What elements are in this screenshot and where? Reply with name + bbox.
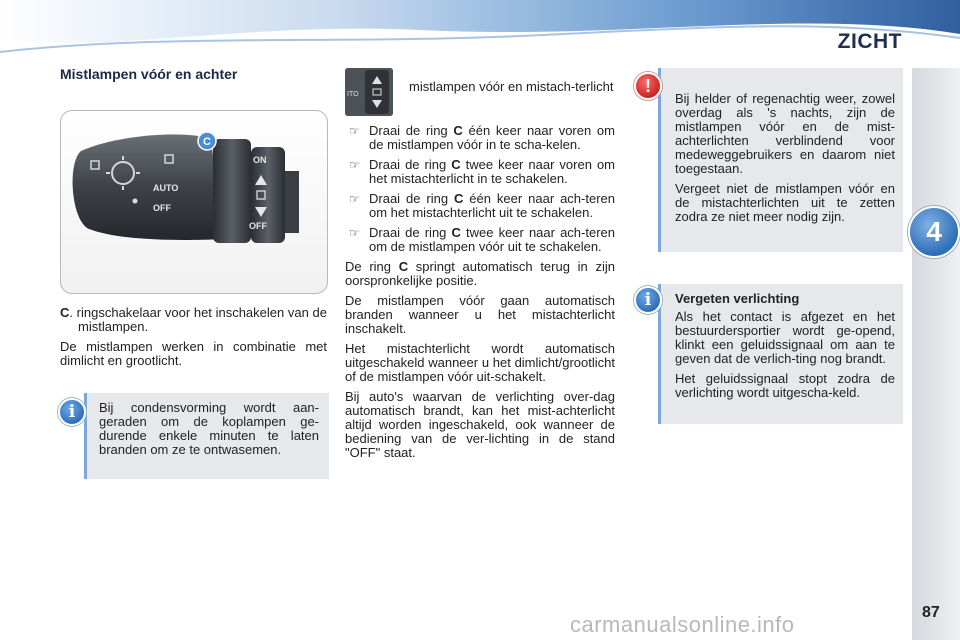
page-number: 87 — [922, 604, 940, 621]
fog-switch-thumbnail — [345, 68, 393, 116]
warning-icon: ! — [634, 72, 662, 100]
column-left-text — [60, 306, 327, 374]
svg-text:ITO: ITO — [347, 91, 359, 98]
instruction-item: ☞ Draai de ring C twee keer naar voren om het mistachterlicht in te schakelen. — [349, 157, 616, 186]
instruction-item: ☞ Draai de ring C één keer naar voren om de mistlampen vóór in te scha-kelen. — [349, 123, 615, 152]
figure-caption — [60, 306, 327, 334]
instruction-item: ☞ Draai de ring C twee keer naar ach-teren om de mistlampen vóór uit te schakelen. — [349, 225, 615, 254]
warning-paragraph-2: Vergeet niet de mistlampen vóór en de mistachterlichten uit te zetten zodra ze niet meer nodig zijn. — [675, 181, 895, 224]
info-icon: i — [58, 398, 86, 426]
thumbnail-caption: mistlampen vóór en mistach-terlicht — [409, 79, 614, 94]
chapter-badge: 4 — [908, 206, 960, 258]
light-stalk-figure — [60, 110, 328, 294]
section-heading: Mistlampen vóór en achter — [60, 66, 238, 82]
arrow-bullet-icon: ☞ — [349, 226, 360, 240]
section-title: ZICHT — [837, 30, 902, 53]
info-icon: i — [634, 286, 662, 314]
column-middle-text — [345, 124, 615, 466]
light-stalk-illustration — [61, 111, 327, 293]
warning-paragraph-1: Bij helder of regenachtig weer, zowel overdag als 's nachts, zijn de mistlampen vóór en de mist-achterlichten verblindend voor medeweggebruikers en daarom niet toegestaan. — [675, 91, 895, 176]
arrow-bullet-icon: ☞ — [349, 124, 360, 138]
fog-warning-box — [658, 68, 903, 252]
stalk-label-off-inner: OFF — [153, 203, 171, 213]
paragraph-daytime-lights: Bij auto's waarvan de verlichting over-dag automatisch brandt, kan het mist-achterlicht altijd worden ingeschakeld, ook wanneer de bediening van de ver-lichting in de stand "OFF" staat. — [345, 389, 615, 460]
chapter-side-bar — [912, 68, 960, 640]
arrow-bullet-icon: ☞ — [349, 192, 360, 206]
paragraph-ring-return: De ring C springt automatisch terug in zijn oorspronkelijke positie. — [345, 259, 615, 288]
instruction-item: ☞ Draai de ring C één keer naar ach-teren om het mistachterlicht uit te schakelen. — [349, 191, 615, 220]
caption-ring-label: C — [60, 305, 70, 320]
caption-text: . ringschakelaar voor het inschakelen van de mistlampen. — [69, 305, 327, 334]
info-paragraph-2: Het geluidssignaal stopt zodra de verlichting wordt uitgescha-keld. — [675, 371, 895, 400]
stalk-label-on: ON — [253, 155, 267, 165]
paragraph-rear-fog-off: Het mistachterlicht wordt automatisch uitgeschakeld wanneer u het dimlicht/grootlicht of de mistlampen vóór uit-schakelt. — [345, 341, 615, 384]
condensation-info-box — [84, 393, 329, 479]
stalk-label-off-outer: OFF — [249, 221, 267, 231]
info-paragraph-1: Als het contact is afgezet en het bestuurdersportier wordt ge-opend, klinkt een geluidssignaal om aan te geven dat de verlich-ting nog brandt. — [675, 309, 895, 366]
info-box-title: Vergeten verlichting — [675, 291, 800, 306]
condensation-info-text: Bij condensvorming wordt aan-geraden om de koplampen ge-durende enkele minuten te laten branden om ze te ontwasemen. — [99, 400, 319, 457]
arrow-bullet-icon: ☞ — [349, 158, 360, 172]
watermark: carmanualsonline.info — [570, 612, 795, 637]
paragraph-front-fog-auto: De mistlampen vóór gaan automatisch branden wanneer u het mistachterlicht inschakelt. — [345, 293, 615, 336]
header-band — [0, 0, 960, 60]
stalk-label-auto: AUTO — [153, 183, 179, 193]
paragraph-dim-high-beam: De mistlampen werken in combinatie met dimlicht en grootlicht. — [60, 339, 327, 368]
callout-c-label: C — [203, 136, 211, 148]
forgotten-lights-info-box — [658, 284, 903, 424]
